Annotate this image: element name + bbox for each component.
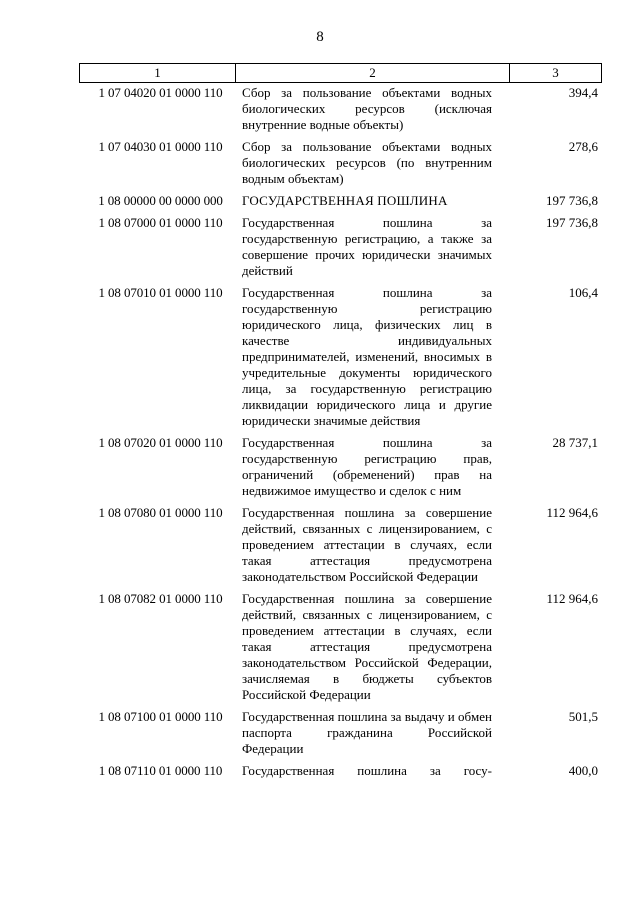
table-header bbox=[79, 63, 602, 83]
header-col-3: 3 bbox=[552, 65, 559, 80]
row-value: 197 736,8 bbox=[546, 215, 598, 230]
row-code: 1 08 07100 01 0000 110 bbox=[98, 709, 223, 724]
row-name: Государственная пошлина за государственную регистрацию прав, ограничений (обременений) прав на недвижимое имущество и сделок с ним bbox=[242, 435, 492, 498]
row-code: 1 07 04020 01 0000 110 bbox=[98, 85, 223, 100]
row-code: 1 07 04030 01 0000 110 bbox=[98, 139, 223, 154]
table-row bbox=[79, 85, 602, 133]
table-body bbox=[79, 85, 602, 785]
table-row bbox=[79, 763, 602, 779]
table-row bbox=[79, 591, 602, 703]
row-name: Государственная пошлина за совершение действий, связанных с лицензированием, с проведением аттестации в случаях, если такая аттестация предусмотрена законодательством Российской Федерации bbox=[242, 505, 492, 584]
row-value: 197 736,8 bbox=[546, 193, 598, 208]
table-row bbox=[79, 139, 602, 187]
row-code: 1 08 00000 00 0000 000 bbox=[98, 193, 223, 208]
row-value: 112 964,6 bbox=[546, 591, 598, 606]
row-name: Сбор за пользование объектами водных биологических ресурсов (исключая внутренние водные объекты) bbox=[242, 85, 492, 132]
row-code: 1 08 07080 01 0000 110 bbox=[98, 505, 223, 520]
row-name: Государственная пошлина за совершение действий, связанных с лицензированием, с проведением аттестации в случаях, если такая аттестация предусмотрена законодательством Российской Федерации, зачисляемая в бюджеты субъектов Российской Федерации bbox=[242, 591, 492, 702]
row-value: 278,6 bbox=[568, 139, 598, 154]
row-name: Сбор за пользование объектами водных биологических ресурсов (по внутренним водным объектам) bbox=[242, 139, 492, 186]
table-row bbox=[79, 505, 602, 585]
row-code: 1 08 07110 01 0000 110 bbox=[98, 763, 223, 778]
row-name: Государственная пошлина за госу- bbox=[242, 763, 492, 778]
table-row bbox=[79, 215, 602, 279]
row-value: 112 964,6 bbox=[546, 505, 598, 520]
header-col-1: 1 bbox=[80, 64, 236, 82]
row-code: 1 08 07000 01 0000 110 bbox=[98, 215, 223, 230]
row-code: 1 08 07020 01 0000 110 bbox=[98, 435, 223, 450]
row-name: Государственная пошлина за государственную регистрацию, а также за совершение прочих юридически значимых действий bbox=[242, 215, 492, 278]
page-number: 8 bbox=[316, 29, 324, 45]
row-value: 501,5 bbox=[568, 709, 598, 724]
row-value: 394,4 bbox=[568, 85, 598, 100]
row-name: ГОСУДАРСТВЕННАЯ ПОШЛИНА bbox=[242, 193, 448, 208]
row-value: 28 737,1 bbox=[552, 435, 598, 450]
row-name: Государственная пошлина за государственную регистрацию юридического лица, физических лиц в качестве индивидуальных предпринимателей, изменений, вносимых в учредительные документы юридического лица, за государственную регистрацию ликвидации юридического лица и другие юридически значимые действия bbox=[242, 285, 492, 428]
header-col-2: 2 bbox=[236, 64, 510, 82]
table-row bbox=[79, 193, 602, 209]
table-row bbox=[79, 709, 602, 757]
row-value: 106,4 bbox=[568, 285, 598, 300]
table-row bbox=[79, 285, 602, 429]
row-code: 1 08 07082 01 0000 110 bbox=[98, 591, 223, 606]
row-value: 400,0 bbox=[568, 763, 598, 778]
table-row bbox=[79, 435, 602, 499]
row-name: Государственная пошлина за выдачу и обмен паспорта гражданина Российской Федерации bbox=[242, 709, 492, 756]
row-code: 1 08 07010 01 0000 110 bbox=[98, 285, 223, 300]
